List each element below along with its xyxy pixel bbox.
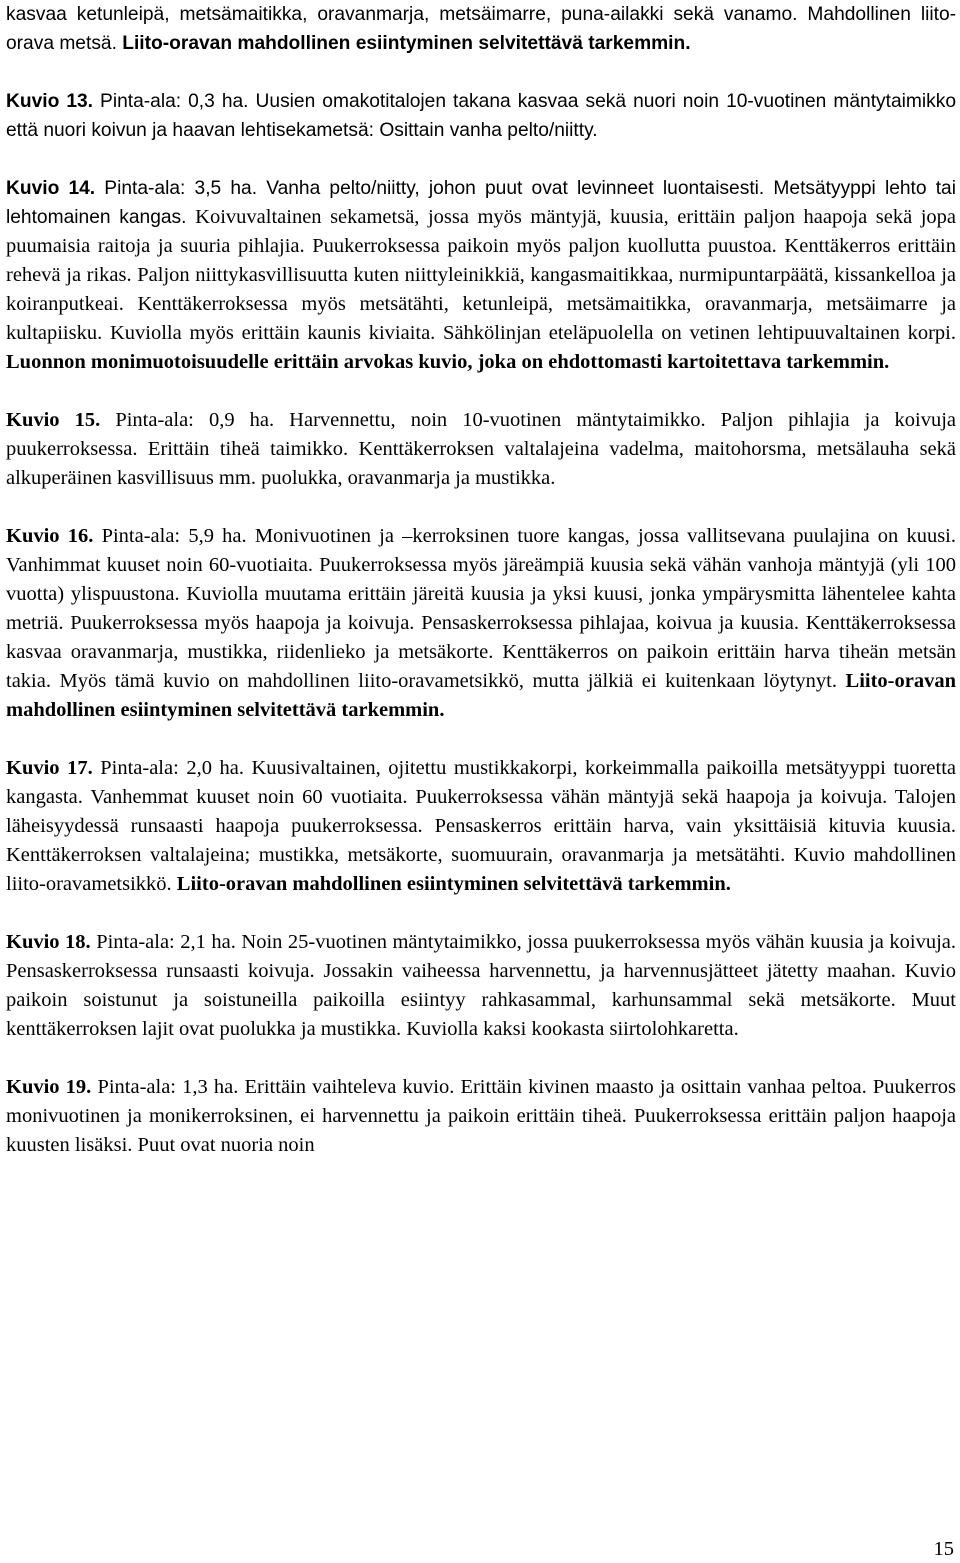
paragraph-gap — [6, 58, 956, 87]
kuvio-heading: Kuvio 15. — [6, 409, 101, 431]
paragraph-gap — [6, 145, 956, 174]
paragraph-kuvio-19 — [6, 1073, 956, 1160]
paragraph-gap — [6, 493, 956, 522]
paragraph-gap — [6, 377, 956, 406]
page-number: 15 — [933, 1538, 954, 1560]
kuvio-heading: Kuvio 18. — [6, 931, 91, 953]
paragraph-kuvio-13 — [6, 87, 956, 145]
text-run-serif: Koivuvaltainen sekametsä, jossa myös mäntyjä, kuusia, erittäin paljon haapoja sekä jopa puumaisia raitoja ja suuria pihlajia. Puukerroksessa paikoin myös paljon kuollutta puustoa. Kenttäkerros erittäin rehevä ja rikas. Paljon niittykasvillisuutta kuten niittyleinikkiä, kangasmaitikkaa, nurmipuntarpäätä, kissankelloa ja koiranputkeai. Kenttäkerroksessa myös metsätähti, ketunleipä, metsämaitikka, oravanmarja, metsäimarre ja kultapiisku. Kuviolla myös erittäin kaunis kiviaita. Sähkölinjan eteläpuolella on vetinen lehtipuuvaltainen korpi. — [6, 206, 956, 344]
paragraph-gap — [6, 725, 956, 754]
kuvio-heading: Kuvio 17. — [6, 757, 93, 779]
paragraph-kuvio-17 — [6, 754, 956, 899]
text-run: Pinta-ala: 0,3 ha. Uusien omakotitalojen takana kasvaa sekä nuori noin 10-vuotinen mäntytaimikko että nuori koivun ja haavan lehtisekametsä: Osittain vanha pelto/niitty. — [6, 91, 956, 141]
document-page — [6, 0, 956, 1160]
text-run: Pinta-ala: 5,9 ha. Monivuotinen ja –kerroksinen tuore kangas, jossa vallitsevana puulajina on kuusi. Vanhimmat kuuset noin 60-vuotiaita. Puukerroksessa myös järeämpiä kuusia sekä vähän vanhoja mäntyjä (yli 100 vuotta) ylispuustona. Kuviolla muutama erittäin järeitä kuusia ja yksi kuusi, jonka ympärysmitta lähentelee kahta metriä. Puukerroksessa myös haapoja ja koivuja. Pensaskerroksessa pihlajaa, koivua ja kuusia. Kenttäkerroksessa kasvaa oravanmarja, mustikka, riidenlieko ja metsäkorte. Kenttäkerros on paikoin erittäin harva tiheän metsän takia. Myös tämä kuvio on mahdollinen liito-oravametsikkö, mutta jälkiä ei kuitenkaan löytynyt. — [6, 525, 956, 692]
kuvio-heading: Kuvio 16. — [6, 525, 94, 547]
text-run: Pinta-ala: 0,9 ha. Harvennettu, noin 10-vuotinen mäntytaimikko. Paljon pihlajia ja koivuja puukerroksessa. Erittäin tiheä taimikko. Kenttäkerroksen valtalajeina vadelma, maitohorsma, metsälauha sekä alkuperäinen kasvillisuus mm. puolukka, oravanmarja ja mustikka. — [6, 409, 957, 489]
text-run-bold: Liito-oravan mahdollinen esiintyminen selvitettävä tarkemmin. — [122, 33, 691, 54]
text-run: Pinta-ala: 3,5 ha. Vanha pelto/niitty, johon puut ovat levinneet luontaisesti. Metsätyyppi lehto tai lehtomainen kangas. — [6, 178, 956, 228]
paragraph-kuvio-15 — [6, 406, 956, 493]
text-run-bold: Liito-oravan mahdollinen esiintyminen selvitettävä tarkemmin. — [176, 873, 731, 895]
text-run: Pinta-ala: 1,3 ha. Erittäin vaihteleva kuvio. Erittäin kivinen maasto ja osittain vanhaa peltoa. Puukerros monivuotinen ja monikerroksinen, ei harvennettu ja paikoin erittäin tiheä. Puukerroksessa erittäin paljon haapoja kuusten lisäksi. Puut ovat nuoria noin — [6, 1076, 956, 1156]
text-run-bold: Luonnon monimuotoisuudelle erittäin arvokas kuvio, joka on ehdottomasti kartoitettava tarkemmin. — [6, 351, 890, 373]
paragraph-gap — [6, 899, 956, 928]
text-run-bold: Liito-oravan mahdollinen esiintyminen selvitettävä tarkemmin. — [6, 670, 956, 721]
kuvio-heading: Kuvio 13. — [6, 91, 94, 112]
text-run: Pinta-ala: 2,1 ha. Noin 25-vuotinen mäntytaimikko, jossa puukerroksessa myös vähän kuusia ja koivuja. Pensaskerroksessa runsaasti koivuja. Jossakin vaiheessa harvennettu, ja harvennusjätteet jätetty maahan. Kuvio paikoin soistunut ja soistuneilla paikoilla esiintyy rahkasammal, karhunsammal sekä metsäkorte. Muut kenttäkerroksen lajit ovat puolukka ja mustikka. Kuviolla kaksi kookasta siirtolohkaretta. — [6, 931, 957, 1040]
kuvio-heading: Kuvio 19. — [6, 1076, 92, 1098]
paragraph-gap — [6, 1044, 956, 1073]
text-run: kasvaa ketunleipä, metsämaitikka, oravanmarja, metsäimarre, puna-ailakki sekä vanamo. Mahdollinen liito-orava metsä. — [6, 4, 956, 54]
paragraph-kuvio-18 — [6, 928, 956, 1044]
paragraph-kuvio-14 — [6, 174, 956, 377]
text-run: Pinta-ala: 2,0 ha. Kuusivaltainen, ojitettu mustikkakorpi, korkeimmalla paikoilla metsätyyppi tuoretta kangasta. Vanhemmat kuuset noin 60 vuotiaita. Puukerroksessa vähän mäntyjä sekä haapoja ja koivuja. Talojen läheisyydessä runsaasti haapoja puukerroksessa. Pensaskerros erittäin harva, vain yksittäisiä kituvia kuusia. Kenttäkerroksen valtalajeina; mustikka, metsäkorte, suomuurain, oravanmarja ja metsätähti. Kuvio mahdollinen liito-oravametsikkö. — [6, 757, 956, 895]
kuvio-heading: Kuvio 14. — [6, 178, 96, 199]
paragraph-kuvio-12-end — [6, 0, 956, 58]
paragraph-kuvio-16 — [6, 522, 956, 725]
